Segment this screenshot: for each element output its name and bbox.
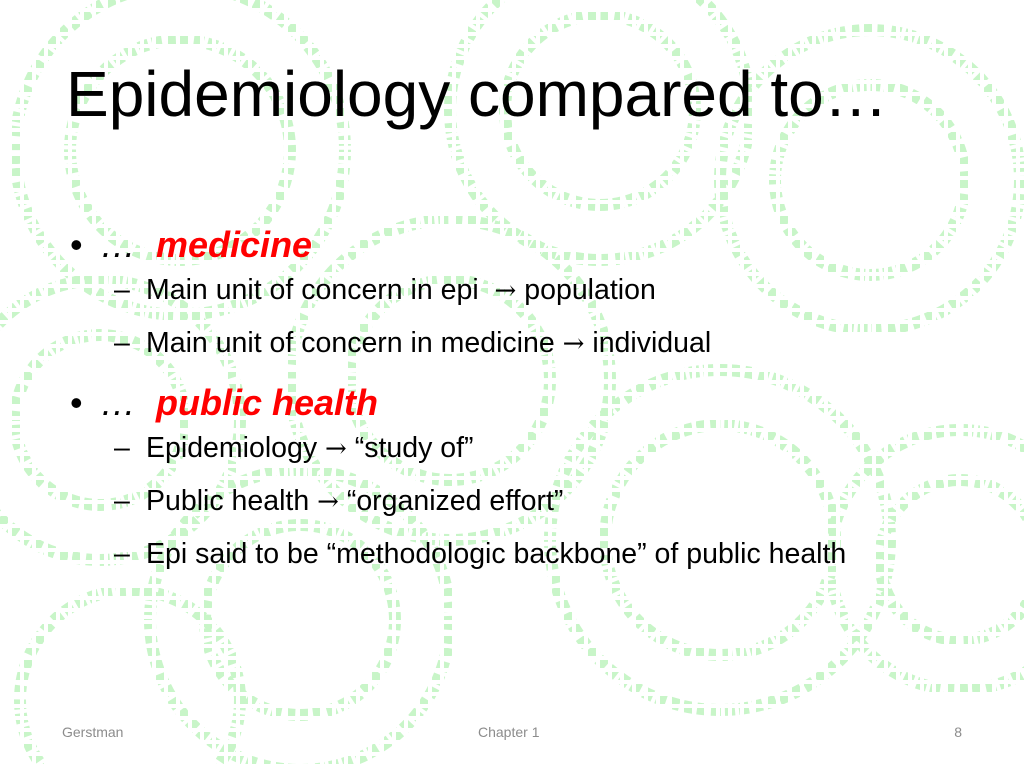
arrow-icon: → [562, 329, 585, 359]
footer-author: Gerstman [62, 724, 124, 740]
bullet-symbol: • [70, 382, 83, 423]
bullet-medicine [70, 220, 970, 270]
subbullet-public-health [114, 483, 970, 520]
dash-symbol: – [114, 432, 130, 464]
dash-symbol: – [114, 485, 130, 517]
subbullet-right: “study of” [354, 432, 474, 464]
subbullet-epidemiology [114, 430, 970, 467]
subbullet-left: Main unit of concern in epi [146, 274, 479, 306]
subbullet-medicine-unit [114, 325, 970, 362]
subbullet-left: Epidemiology [146, 432, 318, 464]
arrow-icon: → [494, 276, 517, 306]
bullet-public-health [70, 378, 970, 428]
arrow-icon: → [325, 434, 347, 464]
footer-chapter: Chapter 1 [478, 724, 540, 740]
dash-symbol: – [114, 327, 130, 359]
footer-page-number: 8 [954, 724, 962, 740]
arrow-icon: → [317, 487, 339, 517]
subbullet-left: Main unit of concern in medicine [146, 327, 555, 359]
dash-symbol: – [114, 274, 130, 306]
subbullet-methodologic-backbone [114, 536, 970, 572]
subbullet-left: Public health [146, 485, 310, 517]
bullet-prefix: … [100, 224, 136, 265]
subbullet-epi-unit [114, 272, 970, 309]
slide-body [70, 220, 970, 588]
dash-symbol: – [114, 538, 130, 570]
slide-title: Epidemiology compared to… [66, 58, 888, 130]
subbullet-text: Epi said to be “methodologic backbone” of public health [146, 538, 847, 570]
bullet-prefix: … [100, 382, 136, 423]
bullet-emphasis: medicine [156, 224, 313, 265]
subbullet-right: population [524, 274, 656, 306]
bullet-emphasis: public health [156, 382, 379, 423]
bullet-symbol: • [70, 224, 83, 265]
subbullet-right: individual [592, 327, 712, 359]
subbullet-right: “organized effort” [346, 485, 564, 517]
